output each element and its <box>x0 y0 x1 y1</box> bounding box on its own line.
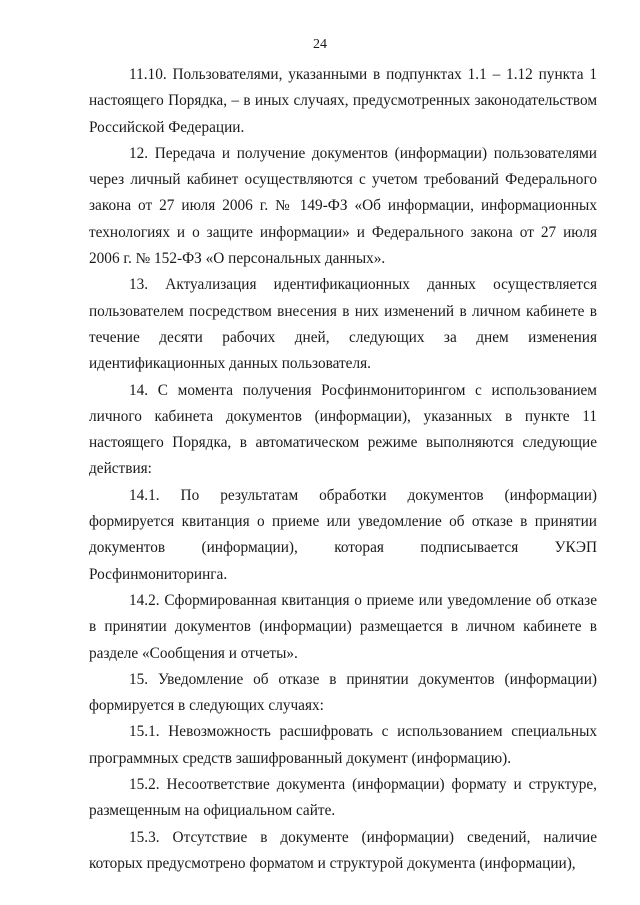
page-number: 24 <box>313 37 327 52</box>
paragraph-12: 12. Передача и получение документов (информации) пользователями через личный кабинет осуществляются с учетом требований Федерального закона от 27 июля 2006 г. № 149-ФЗ «Об информации, информационных технологиях и о защите информации» и Федерального закона от 27 июля 2006 г. № 152-ФЗ «О персональных данных». <box>89 144 597 268</box>
paragraph-11-10: 11.10. Пользователями, указанными в подпунктах 1.1 – 1.12 пункта 1 настоящего Порядка, – в иных случаях, предусмотренных законодательством Российской Федерации. <box>89 66 597 136</box>
paragraph-13: 13. Актуализация идентификационных данных осуществляется пользователем посредством внесения в них изменений в личном кабинете в течение десяти рабочих дней, следующих за днем изменения идентификационных данных пользователя. <box>89 276 597 373</box>
paragraph-15-1: 15.1. Невозможность расшифровать с использованием специальных программных средств зашифрованный документ (информацию). <box>89 723 597 767</box>
paragraph-14: 14. С момента получения Росфинмониторингом с использованием личного кабинета документов (информации), указанных в пункте 11 настоящего Порядка, в автоматическом режиме выполняются следующие действия: <box>89 381 597 478</box>
paragraph-15: 15. Уведомление об отказе в принятии документов (информации) формируется в следующих случаях: <box>89 670 597 715</box>
paragraph-15-2: 15.2. Несоответствие документа (информации) формату и структуре, размещенным на официальном сайте. <box>89 776 597 820</box>
paragraph-14-1: 14.1. По результатам обработки документов (информации) формируется квитанция о приеме или уведомление об отказе в принятии документов (информации), которая подписывается УКЭП Росфинмониторинга. <box>89 486 597 583</box>
paragraph-15-3: 15.3. Отсутствие в документе (информации) сведений, наличие которых предусмотрено форматом и структурой документа (информации), <box>89 828 597 872</box>
paragraph-14-2: 14.2. Сформированная квитанция о приеме или уведомление об отказе в принятии документов (информации) размещается в личном кабинете в разделе «Сообщения и отчеты». <box>89 591 597 662</box>
document-body <box>89 62 597 877</box>
